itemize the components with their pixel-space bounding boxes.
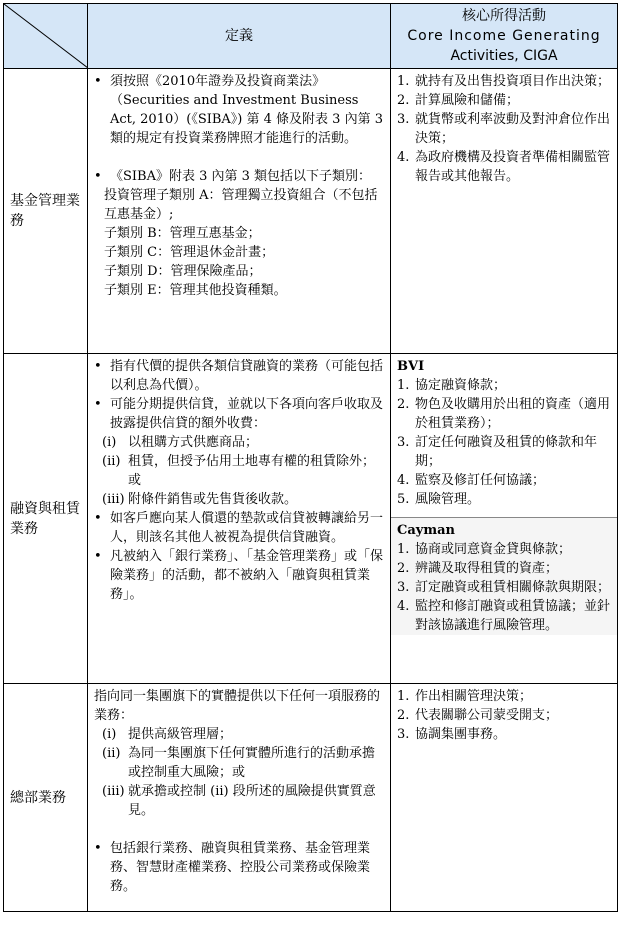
- row-name-fund-management: 基金管理業務: [4, 69, 88, 354]
- ciga-item: 1. 協定融資條款；: [397, 378, 507, 393]
- ciga-item: 2. 代表關聯公司蒙受開支；: [397, 708, 559, 723]
- ciga-financing-leasing: [391, 354, 618, 684]
- roman-item: (ii) 租賃，但授予佔用土地專有權的租賃除外；或: [102, 454, 376, 488]
- row-headquarters: [4, 684, 618, 912]
- definition-bullet: • 指有代價的提供各類信貸融資的業務（可能包括以利息為代價）。: [94, 357, 384, 395]
- roman-item: (iii) 附條件銷售或先售貨後收款。: [102, 492, 298, 507]
- definition-header: 定義: [88, 4, 391, 69]
- ciga-fund-management: [391, 69, 618, 354]
- sub-category: 子類別 B：管理互惠基金；: [104, 226, 261, 241]
- definition-headquarters: [88, 684, 391, 912]
- ciga-header-en1: Core Income Generating: [407, 28, 601, 44]
- ciga-item: 1. 協商或同意資金貸與條款；: [397, 542, 572, 557]
- cayman-section: [391, 517, 617, 635]
- corner-cell: [4, 4, 88, 69]
- ciga-header: [391, 4, 618, 69]
- definition-bullet: • 包括銀行業務、融資與租賃業務、基金管理業務、智慧財產權業務、控股公司業務或保險業務。: [94, 839, 384, 896]
- ciga-item: 2. 辨識及取得租賃的資產；: [397, 561, 559, 576]
- ciga-item: 2. 計算風險和儲備；: [397, 93, 520, 108]
- ciga-item: 2. 物色及收購用於出租的資產（適用於租賃業務）；: [397, 397, 611, 431]
- definition-bullet: • 凡被納入「銀行業務」、「基金管理業務」或「保險業務」的活動，都不被納入「融資與租賃業務」。: [94, 547, 384, 604]
- row-name-headquarters: 總部業務: [4, 684, 88, 912]
- bvi-label: BVI: [397, 359, 425, 374]
- definition-bullet: • 如客戶應向某人償還的墊款或信貸被轉讓給另一人，則該名其他人被視為提供信貸融資。: [94, 509, 384, 547]
- ciga-item: 3. 訂定融資或租賃相關條款與期限；: [397, 580, 611, 595]
- ciga-table: [3, 3, 618, 912]
- ciga-item: 3. 訂定任何融資及租賃的條款和年期；: [397, 435, 598, 469]
- ciga-header-zh: 核心所得活動: [462, 8, 546, 24]
- ciga-item: 4. 監察及修訂任何協議；: [397, 473, 546, 488]
- sub-category: 子類別 C：管理退休金計畫；: [104, 245, 275, 260]
- ciga-item: 1. 就持有及出售投資項目作出決策；: [397, 74, 611, 89]
- definition-bullet: • 《SIBA》附表 3 內第 3 類包括以下子類別：: [94, 167, 384, 186]
- sub-category: 投資管理子類別 A：管理獨立投資組合（不包括互惠基金）;: [104, 188, 378, 222]
- sub-category: 子類別 D：管理保險產品；: [104, 264, 262, 279]
- ciga-item: 3. 協調集團事務。: [397, 727, 507, 742]
- definition-financing-leasing: [88, 354, 391, 684]
- header-row: [4, 4, 618, 69]
- ciga-item: 4. 監控和修訂融資或租賃協議；並針對該協議進行風險管理。: [397, 599, 611, 633]
- diagonal-line: [4, 4, 88, 68]
- ciga-item: 5. 風險管理。: [397, 492, 481, 507]
- row-financing-leasing: [4, 354, 618, 684]
- row-fund-management: [4, 69, 618, 354]
- roman-item: (i) 提供高級管理層；: [102, 727, 233, 742]
- ciga-item: 4. 為政府機構及投資者準備相關監管報告或其他報告。: [397, 150, 611, 184]
- definition-bullet: • 須按照《2010年證券及投資商業法》（Securities and Investment Business Act, 2010）(《SIBA》) 第 4 條及附表 3 內第 3 類的規定有投資業務牌照才能進行的活動。: [94, 72, 384, 148]
- row-name-financing-leasing: 融資與租賃業務: [4, 354, 88, 684]
- ciga-item: 1. 作出相關管理決策；: [397, 689, 533, 704]
- cayman-label: Cayman: [397, 523, 455, 538]
- roman-item: (i) 以租購方式供應商品；: [102, 435, 259, 450]
- definition-fund-management: [88, 69, 391, 354]
- definition-bullet: • 可能分期提供信貸，並就以下各項向客戶收取及披露提供信貸的額外收費：: [94, 395, 384, 433]
- ciga-header-en2: Activities, CIGA: [450, 48, 558, 64]
- ciga-headquarters: [391, 684, 618, 912]
- roman-item: (ii) 為同一集團旗下任何實體所進行的活動承擔或控制重大風險；或: [102, 746, 376, 780]
- definition-intro: 指向同一集團旗下的實體提供以下任何一項服務的業務：: [94, 689, 381, 723]
- sub-category: 子類別 E：管理其他投資種類。: [104, 283, 287, 298]
- roman-item: (iii) 就承擔或控制 (ii) 段所述的風險提供實質意見。: [102, 784, 376, 818]
- ciga-item: 3. 就貨幣或利率波動及對沖倉位作出決策；: [397, 112, 611, 146]
